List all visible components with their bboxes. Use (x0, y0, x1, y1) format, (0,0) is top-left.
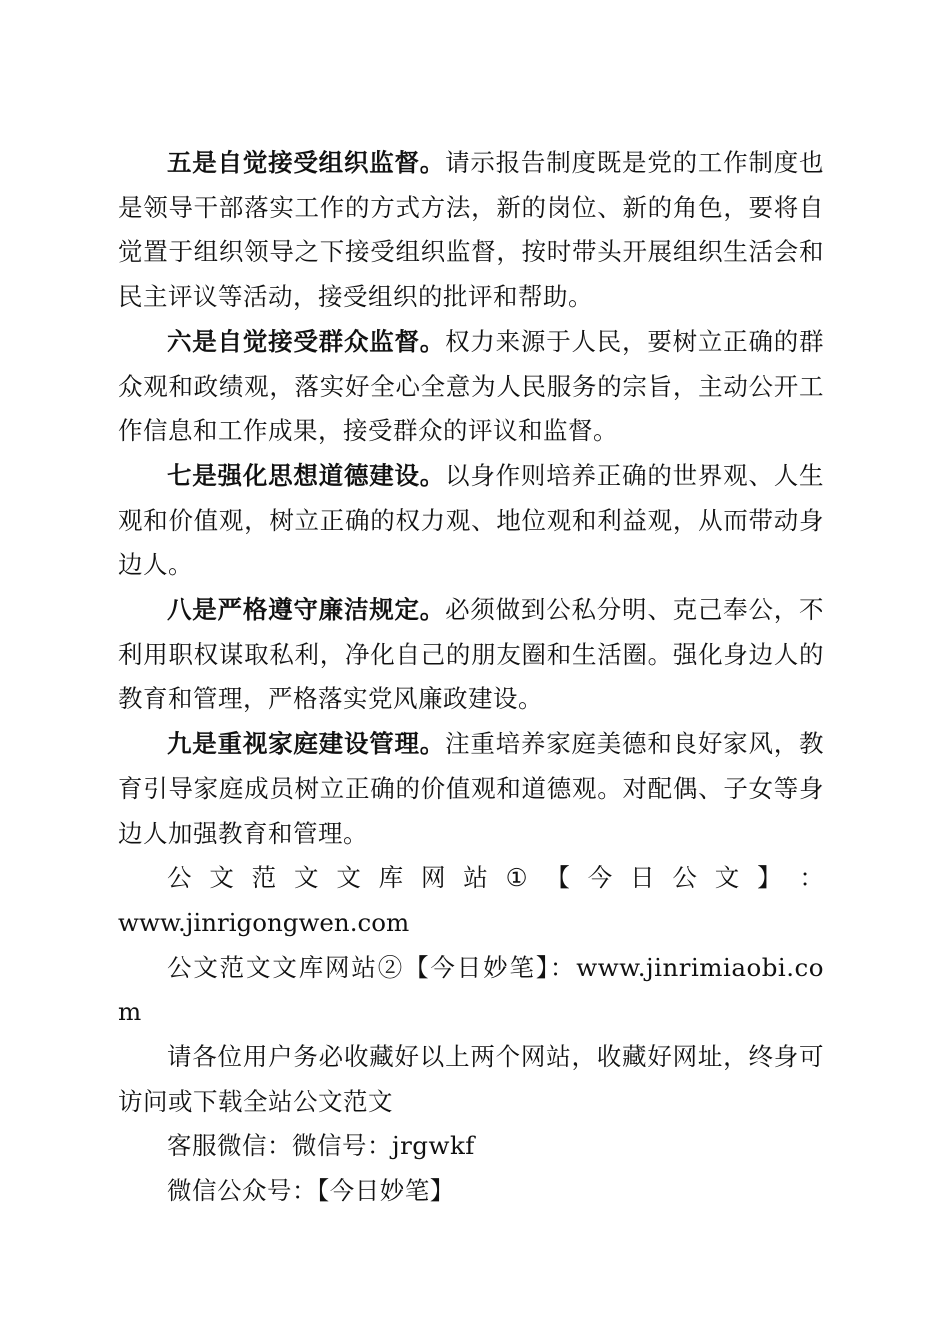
site1-label-char: 网 (420, 863, 446, 893)
paragraph-lead: 五是自觉接受组织监督。 (167, 148, 446, 177)
site1-label-char: 文 (336, 863, 361, 893)
notice-text: 请各位用户务必收藏好以上两个网站，收藏好网址，终身可访问或下载全站公文范文 (118, 1042, 824, 1116)
site1-label (118, 856, 824, 901)
site1-label-char: 库 (378, 863, 404, 893)
customer-service-text: 客服微信：微信号：jrgwkf (167, 1131, 475, 1161)
paragraph-item-5 (118, 141, 824, 320)
paragraph-item-9 (118, 722, 824, 856)
site1-url[interactable]: www.jinrigongwen.com (118, 907, 410, 937)
site1-label-char: 【 (545, 863, 570, 893)
site1-label-char: ： (799, 863, 824, 893)
site1-label-char: 文 (209, 863, 234, 893)
paragraph-lead: 九是重视家庭建设管理。 (167, 729, 446, 759)
site1-label-char: 公 (672, 863, 697, 893)
paragraph-body: 以身作则培养正确的世界观、人生观和价值观，树立正确的权力观、地位观和利益观，从而带动身边人。 (118, 460, 825, 580)
paragraph-item-7 (118, 454, 824, 588)
site2-line[interactable]: 公文范文文库网站②【今日妙笔】：www.jinrimiaobi.com (118, 952, 824, 1027)
paragraph-body: 权力来源于人民，要树立正确的群众观和政绩观，落实好全心全意为人民服务的宗旨，主动公开工作信息和工作成果，接受群众的评议和监督。 (118, 326, 825, 446)
site1-label-char: 今 (587, 863, 613, 893)
site1-label-char: 文 (714, 863, 740, 893)
site1-label-char: 文 (293, 863, 319, 893)
paragraph-lead: 八是严格遵守廉洁规定。 (167, 595, 446, 625)
site1-label-char: 日 (630, 863, 655, 893)
paragraph-lead: 七是强化思想道德建设。 (167, 460, 446, 490)
document-page (118, 141, 824, 1214)
site1-label-char: 】 (757, 863, 782, 893)
paragraph-item-6 (118, 320, 824, 454)
paragraph-item-8 (118, 588, 824, 722)
paragraph-body: 注重培养家庭美德和良好家风，教育引导家庭成员树立正确的价值观和道德观。对配偶、子女等身边人加强教育和管理。 (118, 729, 825, 848)
paragraph-lead: 六是自觉接受群众监督。 (167, 326, 446, 356)
paragraph-body: 必须做到公私分明、克己奉公，不利用职权谋取私利，净化自己的朋友圈和生活圈。强化身边人的教育和管理，严格落实党风廉政建设。 (118, 595, 825, 714)
site1-label-char: 公 (167, 863, 192, 893)
site1-block (118, 856, 824, 945)
official-account-text: 微信公众号：【今日妙笔】 (167, 1176, 455, 1206)
site1-label-char: 站 (463, 863, 488, 893)
site1-label-char: 范 (251, 863, 277, 893)
site1-label-char: ① (505, 863, 528, 893)
paragraph-body: 请示报告制度既是党的工作制度也是领导干部落实工作的方式方法，新的岗位、新的角色，要将自觉置于组织领导之下接受组织监督，按时带头开展组织生活会和民主评议等活动，接受组织的批评和帮助。 (118, 148, 825, 312)
